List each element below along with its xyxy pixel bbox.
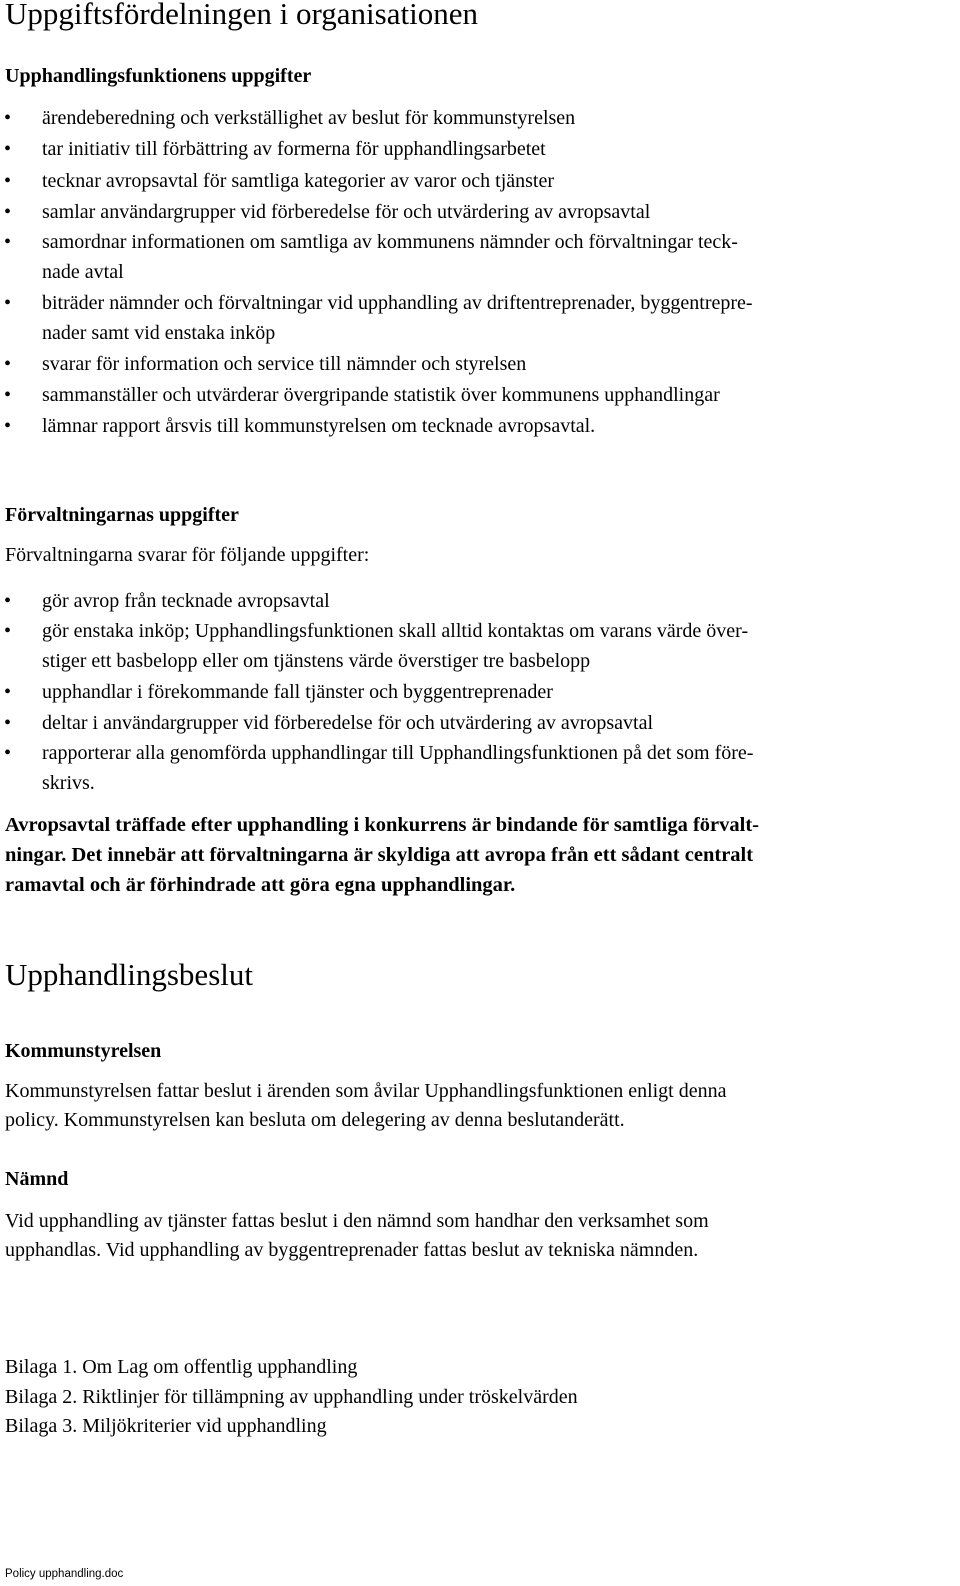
section-heading-namnd: Nämnd: [5, 1168, 69, 1190]
bullet-icon: •: [4, 292, 12, 314]
bullet-icon: •: [4, 201, 12, 223]
bullet-icon: •: [4, 590, 12, 612]
bullet-icon: •: [4, 170, 12, 192]
list-item-text-continued: skrivs.: [42, 772, 95, 794]
paragraph-line: upphandlas. Vid upphandling av byggentreprenader fattas beslut av tekniska nämnden.: [5, 1239, 699, 1261]
list-item-text: gör avrop från tecknade avropsavtal: [42, 590, 330, 612]
list-item-text: samlar användargrupper vid förberedelse för och utvärdering av avropsavtal: [42, 201, 651, 223]
bullet-icon: •: [4, 742, 12, 764]
list-item-text: upphandlar i förekommande fall tjänster och byggentreprenader: [42, 681, 553, 703]
section-heading-forvaltningarna: Förvaltningarnas uppgifter: [5, 504, 239, 526]
bullet-icon: •: [4, 681, 12, 703]
bilaga-item: Bilaga 2. Riktlinjer för tillämpning av upphandling under tröskelvärden: [5, 1386, 578, 1408]
paragraph-line: policy. Kommunstyrelsen kan besluta om delegering av denna beslutanderätt.: [5, 1109, 625, 1131]
bullet-icon: •: [4, 353, 12, 375]
bullet-icon: •: [4, 107, 12, 129]
bullet-icon: •: [4, 231, 12, 253]
list-item-text: sammanställer och utvärderar övergripande statistik över kommunens upphandlingar: [42, 384, 720, 406]
list-item-text: rapporterar alla genomförda upphandlingar till Upphandlingsfunktionen på det som före-: [42, 742, 754, 764]
bullet-icon: •: [4, 620, 12, 642]
list-item-text: tar initiativ till förbättring av formerna för upphandlingsarbetet: [42, 138, 546, 160]
bullet-icon: •: [4, 384, 12, 406]
bold-note-line: Avropsavtal träffade efter upphandling i konkurrens är bindande för samtliga förvalt-: [5, 814, 760, 836]
list-item-text-continued: nade avtal: [42, 261, 124, 283]
bilaga-item: Bilaga 1. Om Lag om offentlig upphandling: [5, 1356, 358, 1378]
list-item-text-continued: nader samt vid enstaka inköp: [42, 322, 276, 344]
bullet-icon: •: [4, 415, 12, 437]
paragraph-line: Vid upphandling av tjänster fattas beslut i den nämnd som handhar den verksamhet som: [5, 1210, 709, 1232]
section-intro: Förvaltningarna svarar för följande uppgifter:: [5, 544, 370, 566]
list-item-text: tecknar avropsavtal för samtliga kategorier av varor och tjänster: [42, 170, 555, 192]
section-title-upphandlingsbeslut: Upphandlingsbeslut: [5, 957, 253, 992]
bilaga-item: Bilaga 3. Miljökriterier vid upphandling: [5, 1415, 327, 1437]
section-heading-upphandlingsfunktionen: Upphandlingsfunktionens uppgifter: [5, 65, 312, 87]
list-item-text: svarar för information och service till nämnder och styrelsen: [42, 353, 527, 375]
list-item-text: samordnar informationen om samtliga av kommunens nämnder och förvaltningar teck-: [42, 231, 738, 253]
list-item-text: deltar i användargrupper vid förberedelse för och utvärdering av avropsavtal: [42, 712, 654, 734]
paragraph-line: Kommunstyrelsen fattar beslut i ärenden som åvilar Upphandlingsfunktionen enligt denna: [5, 1080, 727, 1102]
footer-filename: Policy upphandling.doc: [5, 1568, 124, 1580]
bold-note-line: ramavtal och är förhindrade att göra egna upphandlingar.: [5, 874, 516, 896]
list-item-text: ärendeberedning och verkställighet av beslut för kommunstyrelsen: [42, 107, 576, 129]
list-item-text: biträder nämnder och förvaltningar vid upphandling av driftentreprenader, byggentrepre-: [42, 292, 753, 314]
list-item-text: lämnar rapport årsvis till kommunstyrelsen om tecknade avropsavtal.: [42, 415, 596, 437]
bold-note-line: ningar. Det innebär att förvaltningarna är skyldiga att avropa från ett sådant centralt: [5, 844, 754, 866]
list-item-text: gör enstaka inköp; Upphandlingsfunktionen skall alltid kontaktas om varans värde över-: [42, 620, 749, 642]
list-item-text-continued: stiger ett basbelopp eller om tjänstens värde överstiger tre basbelopp: [42, 650, 591, 672]
bullet-icon: •: [4, 138, 12, 160]
page-title: Uppgiftsfördelningen i organisationen: [5, 0, 478, 31]
section-heading-kommunstyrelsen: Kommunstyrelsen: [5, 1040, 162, 1062]
bullet-icon: •: [4, 712, 12, 734]
